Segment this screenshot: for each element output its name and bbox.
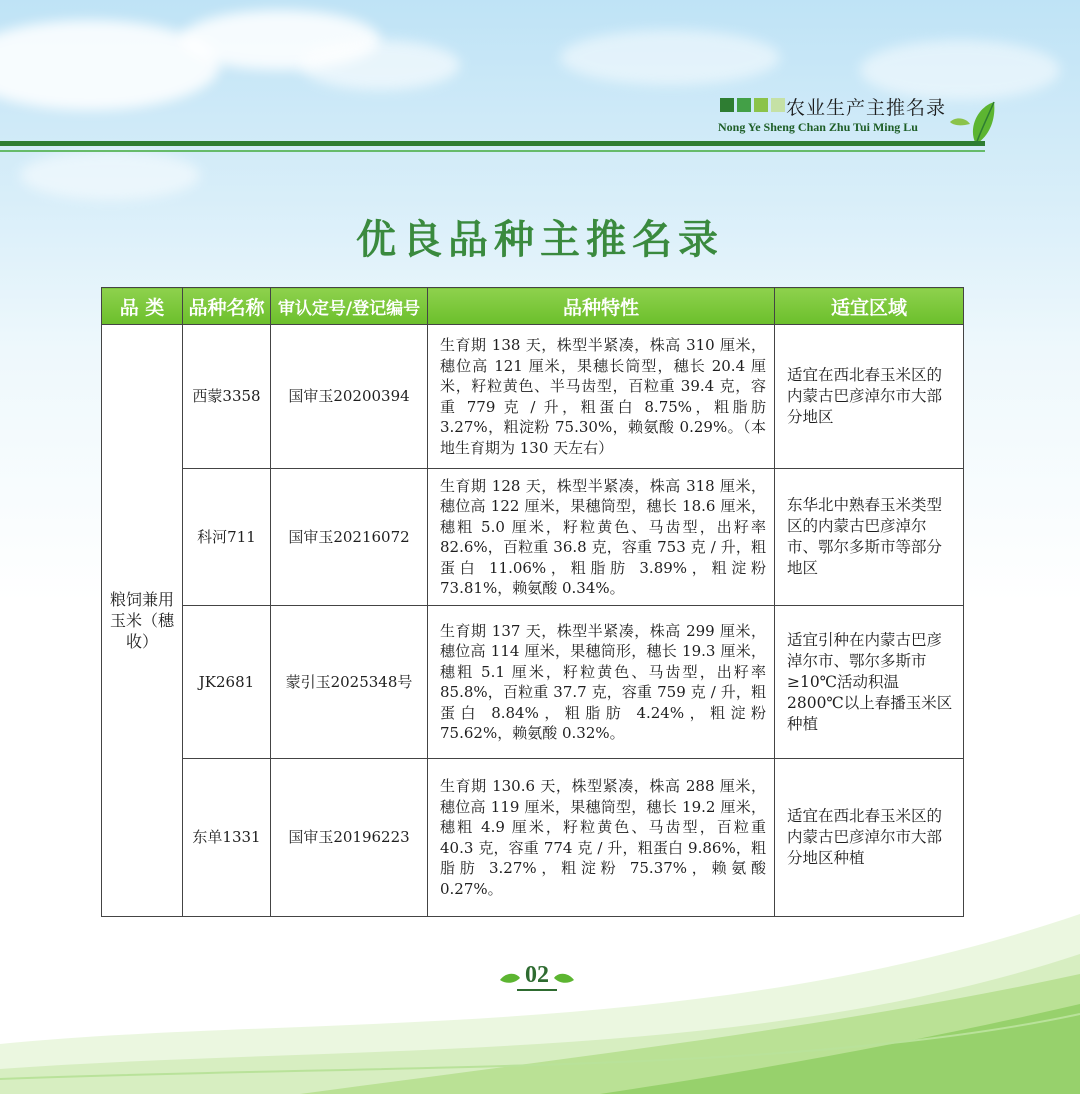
wave-decoration <box>0 894 1080 1094</box>
header-squares-icon <box>720 98 785 112</box>
variety-area: 适宜在西北春玉米区的内蒙古巴彦淖尔市大部分地区种植 <box>775 759 964 917</box>
header-title: 农业生产主推名录 <box>786 97 947 119</box>
variety-code: 国审玉20196223 <box>271 759 428 917</box>
leaf-left-icon <box>500 972 520 984</box>
variety-features: 生育期 130.6 天，株型紧凑，株高 288 厘米，穗位高 119 厘米，果穗筒型，穗长 19.2 厘米，穗粗 4.9 厘米，籽粒黄色、马齿型，百粒重 40.3 克，容重 774 克 / 升，粗蛋白 9.86%，粗脂肪 3.27%，粗淀粉 75.37%，赖氨酸 0.27%。 <box>428 759 775 917</box>
table-header-row <box>102 288 964 325</box>
table-row <box>102 325 964 469</box>
variety-name: 西蒙3358 <box>183 325 271 469</box>
col-header-features: 品种特性 <box>428 288 775 325</box>
page-title: 优良品种主推名录 <box>356 217 724 263</box>
variety-area: 适宜在西北春玉米区的内蒙古巴彦淖尔市大部分地区 <box>775 325 964 469</box>
page-number <box>492 962 582 991</box>
col-header-name: 品种名称 <box>183 288 271 325</box>
col-header-category: 品 类 <box>102 288 183 325</box>
leaf-right-icon <box>554 972 574 984</box>
header-rule-thin <box>0 150 985 152</box>
cloud-decoration <box>560 30 780 85</box>
variety-name: JK2681 <box>183 606 271 759</box>
header-rule <box>0 141 985 146</box>
variety-name: 东单1331 <box>183 759 271 917</box>
variety-area: 适宜引种在内蒙古巴彦淖尔市、鄂尔多斯市≥10℃活动积温 2800℃以上春播玉米区种植 <box>775 606 964 759</box>
page-number-text: 02 <box>525 962 549 988</box>
cloud-decoration <box>20 150 200 200</box>
variety-features: 生育期 138 天，株型半紧凑，株高 310 厘米，穗位高 121 厘米，果穗长筒型，穗长 20.4 厘米，籽粒黄色、半马齿型，百粒重 39.4 克，容重 779 克 / 升，粗蛋白 8.75%，粗脂肪 3.27%，粗淀粉 75.30%，赖氨酸 0.29%。（本地生育期为 130 天左右） <box>428 325 775 469</box>
table-row <box>102 759 964 917</box>
table-row <box>102 469 964 606</box>
header-subtitle: Nong Ye Sheng Chan Zhu Tui Ming Lu <box>718 120 918 134</box>
col-header-area: 适宜区域 <box>775 288 964 325</box>
page-number-underline <box>517 989 557 991</box>
variety-features: 生育期 137 天，株型半紧凑，株高 299 厘米，穗位高 114 厘米，果穗筒形，穗长 19.3 厘米，穗粗 5.1 厘米，籽粒黄色、马齿型，出籽率 85.8%，百粒重 37.7 克，容重 759 克 / 升，粗蛋白 8.84%，粗脂肪 4.24%，粗淀粉 75.62%，赖氨酸 0.32%。 <box>428 606 775 759</box>
variety-table <box>101 287 964 917</box>
variety-code: 蒙引玉2025348号 <box>271 606 428 759</box>
variety-area: 东华北中熟春玉米类型区的内蒙古巴彦淖尔市、鄂尔多斯市等部分地区 <box>775 469 964 606</box>
variety-name: 科河711 <box>183 469 271 606</box>
variety-features: 生育期 128 天，株型半紧凑，株高 318 厘米，穗位高 122 厘米，果穗筒型，穗长 18.6 厘米，穗粗 5.0 厘米，籽粒黄色、马齿型，出籽率 82.6%，百粒重 36.8 克，容重 753 克 / 升，粗蛋白 11.06%，粗脂肪 3.89%，粗淀粉 73.81%，赖氨酸 0.34%。 <box>428 469 775 606</box>
cloud-decoration <box>300 40 460 90</box>
col-header-code: 审认定号/登记编号 <box>271 288 428 325</box>
table-row <box>102 606 964 759</box>
cloud-decoration <box>860 40 1060 100</box>
category-cell: 粮饲兼用玉米（穗收） <box>102 325 183 917</box>
variety-code: 国审玉20216072 <box>271 469 428 606</box>
variety-code: 国审玉20200394 <box>271 325 428 469</box>
